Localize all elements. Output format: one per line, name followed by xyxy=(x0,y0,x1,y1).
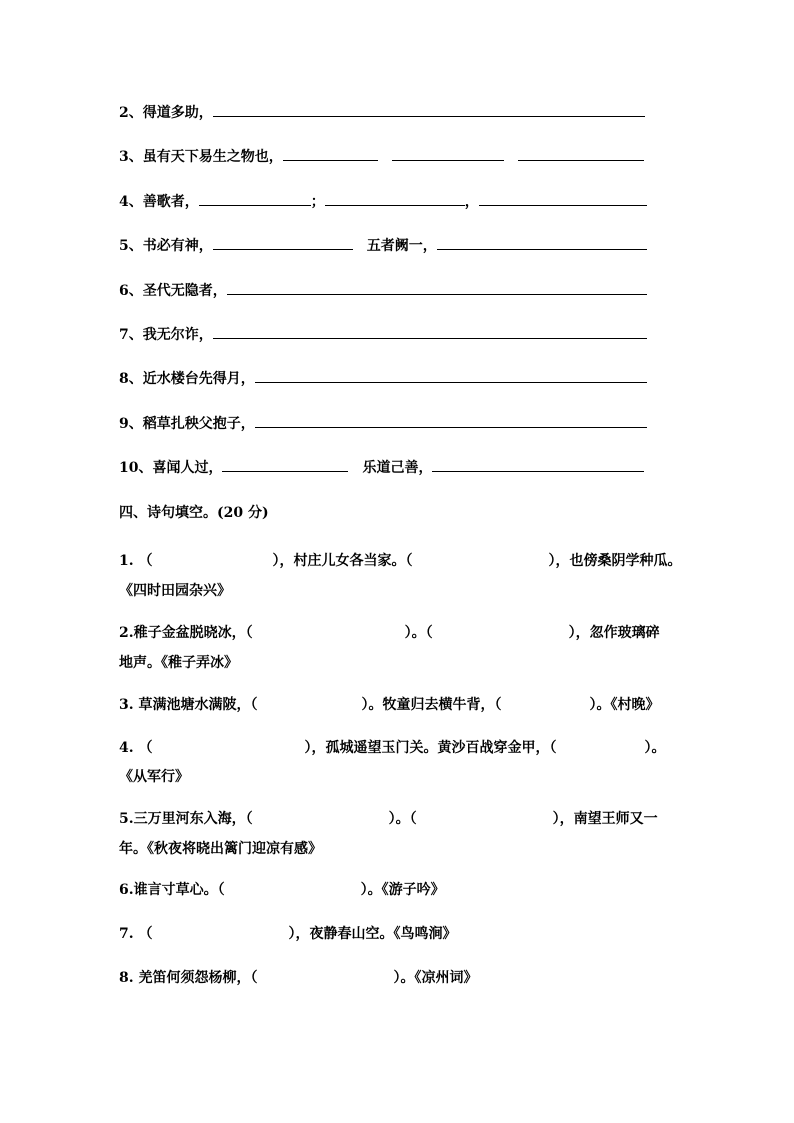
item-7-text: 7、我无尔诈， xyxy=(119,327,213,343)
item-5 xyxy=(119,237,647,255)
q4-part-a: 4. （ xyxy=(119,740,153,756)
item-6 xyxy=(119,282,647,300)
item-6-text: 6、圣代无隐者， xyxy=(119,283,227,299)
item-8 xyxy=(119,370,647,388)
q5-part-b: ）。（ xyxy=(388,811,417,827)
q1-part-a: 1. （ xyxy=(119,553,153,569)
q3-part-c: ）。《村晚》 xyxy=(589,697,660,713)
item-2 xyxy=(119,104,645,122)
q5-part-a: 5.三万里河东入海，（ xyxy=(119,811,253,827)
q7-part-b: ），夜静春山空。《鸟鸣涧》 xyxy=(288,926,457,942)
item-3-text: 3、虽有天下易生之物也， xyxy=(119,149,283,165)
q8-part-b: ）。《凉州词》 xyxy=(393,970,478,986)
blank[interactable] xyxy=(479,193,647,206)
blank[interactable] xyxy=(227,282,647,295)
item-9-text: 9、稻草扎秧父抱子， xyxy=(119,416,255,432)
q1-part-c: ），也傍桑阴学种瓜。 xyxy=(548,553,682,569)
item-5-text: 5、书必有神， xyxy=(119,238,213,254)
poem-q1 xyxy=(119,552,682,570)
item-4-text: 4、善歌者， xyxy=(119,194,199,210)
blank[interactable] xyxy=(222,459,348,472)
item-3 xyxy=(119,148,644,166)
item-4-sep1: ； xyxy=(310,194,325,210)
blank[interactable] xyxy=(432,459,644,472)
item-8-text: 8、近水楼台先得月， xyxy=(119,371,255,387)
poem-q6 xyxy=(119,881,445,899)
blank[interactable] xyxy=(518,148,644,161)
q6-part-a: 6.谁言寸草心。（ xyxy=(119,882,225,898)
q3-part-b: ）。牧童归去横牛背，（ xyxy=(361,697,502,713)
q8-part-a: 8. 羌笛何须怨杨柳，（ xyxy=(119,970,258,986)
item-10-text: 10、喜闻人过， xyxy=(119,460,223,476)
blank[interactable] xyxy=(325,193,465,206)
item-2-text: 2、得道多助， xyxy=(119,105,213,121)
poem-q5 xyxy=(119,810,658,828)
blank[interactable] xyxy=(283,148,378,161)
blank[interactable] xyxy=(213,104,645,117)
q2-continuation: 地声。《稚子弄冰》 xyxy=(119,655,238,671)
q5-continuation: 年。《秋夜将晓出篱门迎凉有感》 xyxy=(119,841,322,857)
q3-part-a: 3. 草满池塘水满陂，（ xyxy=(119,697,258,713)
poem-q3 xyxy=(119,696,660,714)
item-4 xyxy=(119,193,647,211)
q4-part-b: ），孤城遥望玉门关。黄沙百战穿金甲，（ xyxy=(304,740,557,756)
item-5-mid: 五者阙一， xyxy=(366,238,437,254)
q4-source: 《从军行》 xyxy=(119,769,189,785)
poem-q7 xyxy=(119,925,457,943)
q4-part-c: ）。 xyxy=(644,740,666,756)
blank[interactable] xyxy=(213,237,353,250)
poem-q4 xyxy=(119,739,666,757)
poem-q2 xyxy=(119,624,660,642)
q7-part-a: 7. （ xyxy=(119,926,153,942)
q2-part-c: ），忽作玻璃碎 xyxy=(568,625,660,641)
blank[interactable] xyxy=(213,326,647,339)
section-heading: 四、诗句填空。(20 分) xyxy=(119,505,269,521)
item-10-mid: 乐道己善， xyxy=(362,460,433,476)
q5-part-c: ），南望王师又一 xyxy=(552,811,658,827)
item-7 xyxy=(119,326,647,344)
blank[interactable] xyxy=(199,193,311,206)
item-9 xyxy=(119,415,647,433)
q1-source: 《四时田园杂兴》 xyxy=(119,583,231,599)
q1-part-b: ），村庄儿女各当家。（ xyxy=(272,553,413,569)
blank[interactable] xyxy=(437,237,647,250)
blank[interactable] xyxy=(255,415,647,428)
blank[interactable] xyxy=(255,370,647,383)
q2-part-b: ）。（ xyxy=(404,625,433,641)
poem-q8 xyxy=(119,969,478,987)
q2-part-a: 2.稚子金盆脱晓冰，（ xyxy=(119,625,253,641)
item-4-sep2: ， xyxy=(464,194,479,210)
item-10 xyxy=(119,459,644,477)
q6-part-b: ）。《游子吟》 xyxy=(360,882,445,898)
blank[interactable] xyxy=(392,148,504,161)
